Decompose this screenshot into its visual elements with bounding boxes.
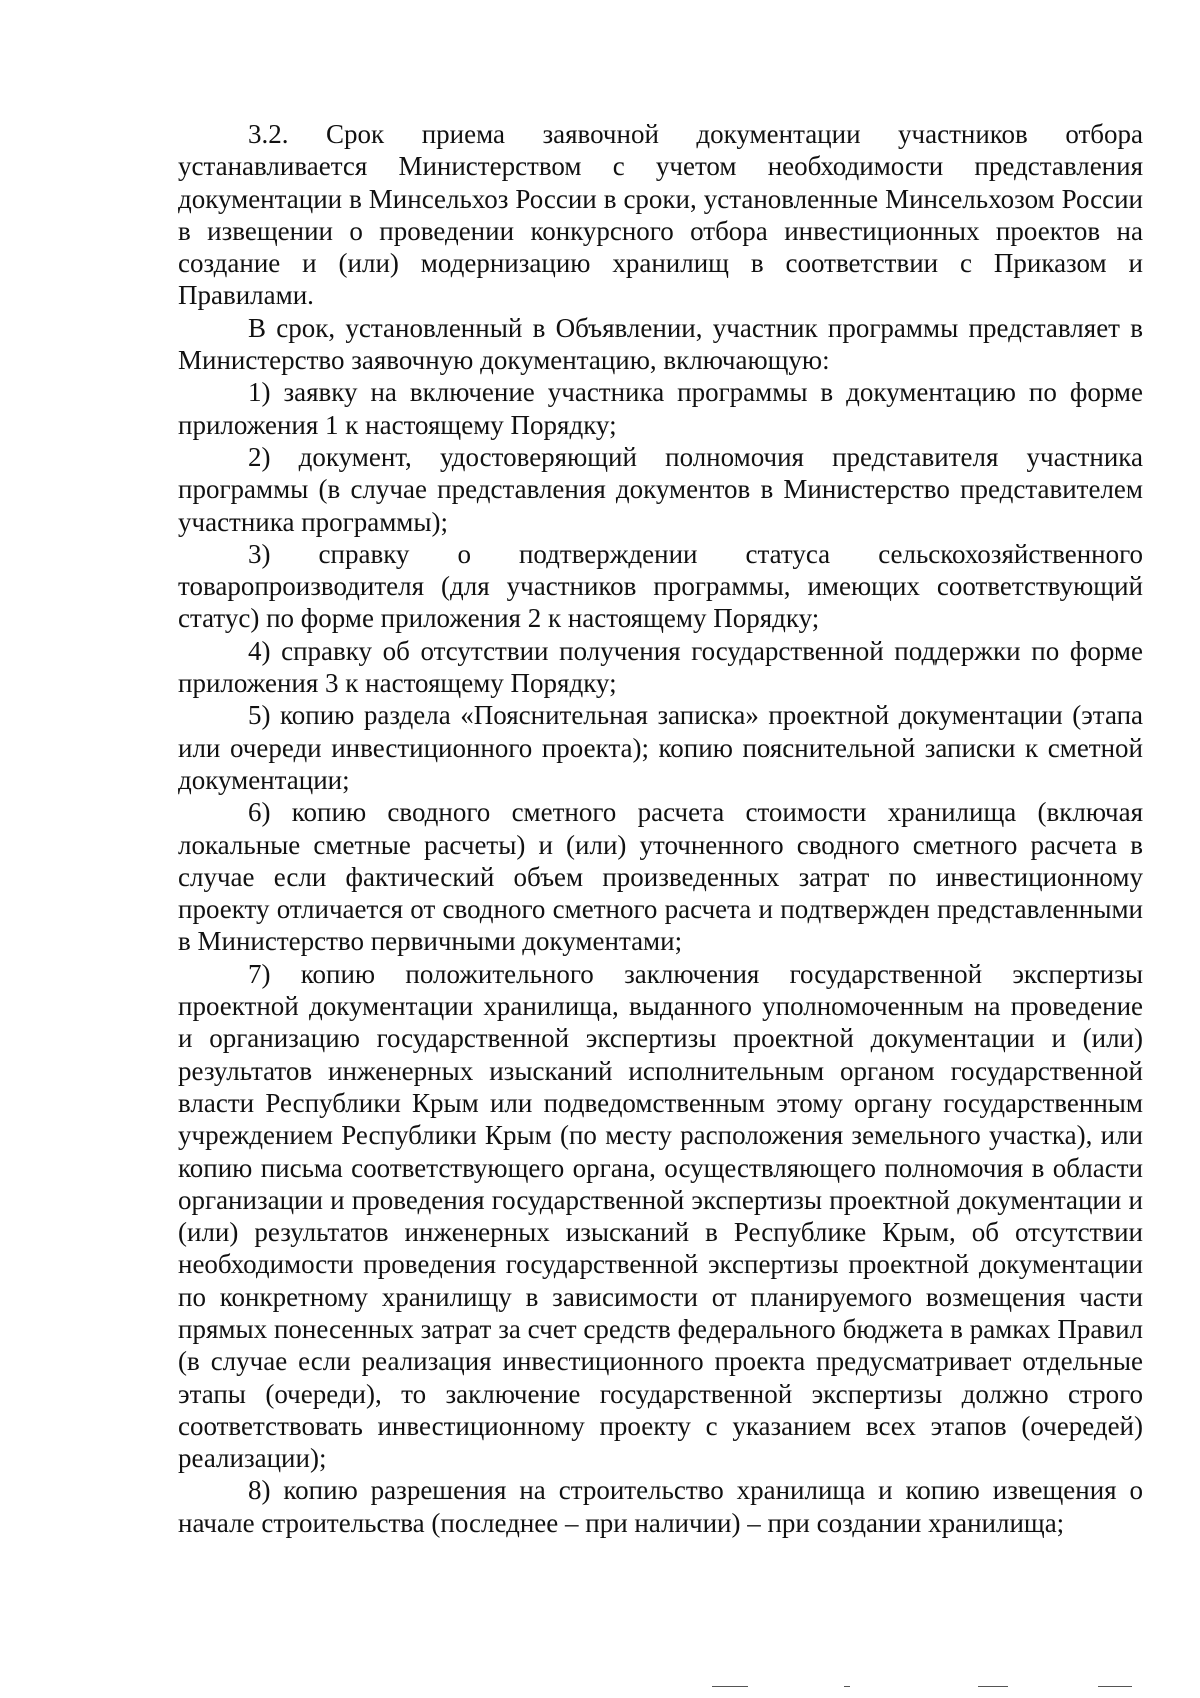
scan-mark [844, 1686, 850, 1687]
list-item-1: 1) заявку на включение участника программы в документацию по форме приложения 1 к настоящему Порядку; [178, 377, 1143, 440]
list-item-4: 4) справку об отсутствии получения государственной поддержки по форме приложения 3 к настоящему Порядку; [178, 635, 1143, 699]
document-body [178, 118, 1143, 1539]
list-item-8: 8) копию разрешения на строительство хранилища и копию извещения о начале строительства (последнее – при наличии) – при создании хранилища; [178, 1475, 1143, 1538]
scan-mark [1098, 1686, 1132, 1687]
list-item-6: 6) копию сводного сметного расчета стоимости хранилища (включая локальные сметные расчеты) и (или) уточненного сводного сметного расчета в случае если фактический объем произведенных затрат по инвестиционному проекту отличается от сводного сметного расчета и подтвержден представленными в Министерство первичными документами; [178, 797, 1143, 957]
list-item-7: 7) копию положительного заключения государственной экспертизы проектной документации хранилища, выданного уполномоченным на проведение и организацию государственной экспертизы проектной документации и (или) результатов инженерных изысканий исполнительным органом государственной власти Республики Крым или подведомственным этому органу государственным учреждением Республики Крым (по месту расположения земельного участка), или копию письма соответствующего органа, осуществляющего полномочия в области организации и проведения государственной экспертизы проектной документации и (или) результатов инженерных изысканий в Республике Крым, об отсутствии необходимости проведения государственной экспертизы проектной документации по конкретному хранилищу в зависимости от планируемого возмещения части прямых понесенных затрат за счет средств федерального бюджета в рамках Правил (в случае если реализация инвестиционного проекта предусматривает отдельные этапы (очереди), то заключение государственной экспертизы должно строго соответствовать инвестиционному проекту с указанием всех этапов (очередей) реализации); [178, 958, 1143, 1474]
paragraph-submission: В срок, установленный в Объявлении, участник программы представляет в Министерство заявочную документацию, включающую: [178, 312, 1143, 376]
scan-artifact-marks [0, 1682, 1200, 1692]
list-item-5: 5) копию раздела «Пояснительная записка» проектной документации (этапа или очереди инвестиционного проекта); копию пояснительной записки к сметной документации; [178, 700, 1143, 795]
scan-mark [712, 1686, 748, 1687]
list-item-3: 3) справку о подтверждении статуса сельскохозяйственного товаропроизводителя (для участников программы, имеющих соответствующий статус) по форме приложения 2 к настоящему Порядку; [178, 538, 1143, 634]
list-item-2: 2) документ, удостоверяющий полномочия представителя участника программы (в случае представления документов в Министерство представителем участника программы); [178, 441, 1143, 537]
paragraph-3-2: 3.2. Срок приема заявочной документации участников отбора устанавливается Министерством с учетом необходимости представления документации в Минсельхоз России в сроки, установленные Минсельхозом России в извещении о проведении конкурсного отбора инвестиционных проектов на создание и (или) модернизацию хранилищ в соответствии с Приказом и Правилами. [178, 119, 1143, 311]
scan-mark [978, 1686, 1008, 1687]
